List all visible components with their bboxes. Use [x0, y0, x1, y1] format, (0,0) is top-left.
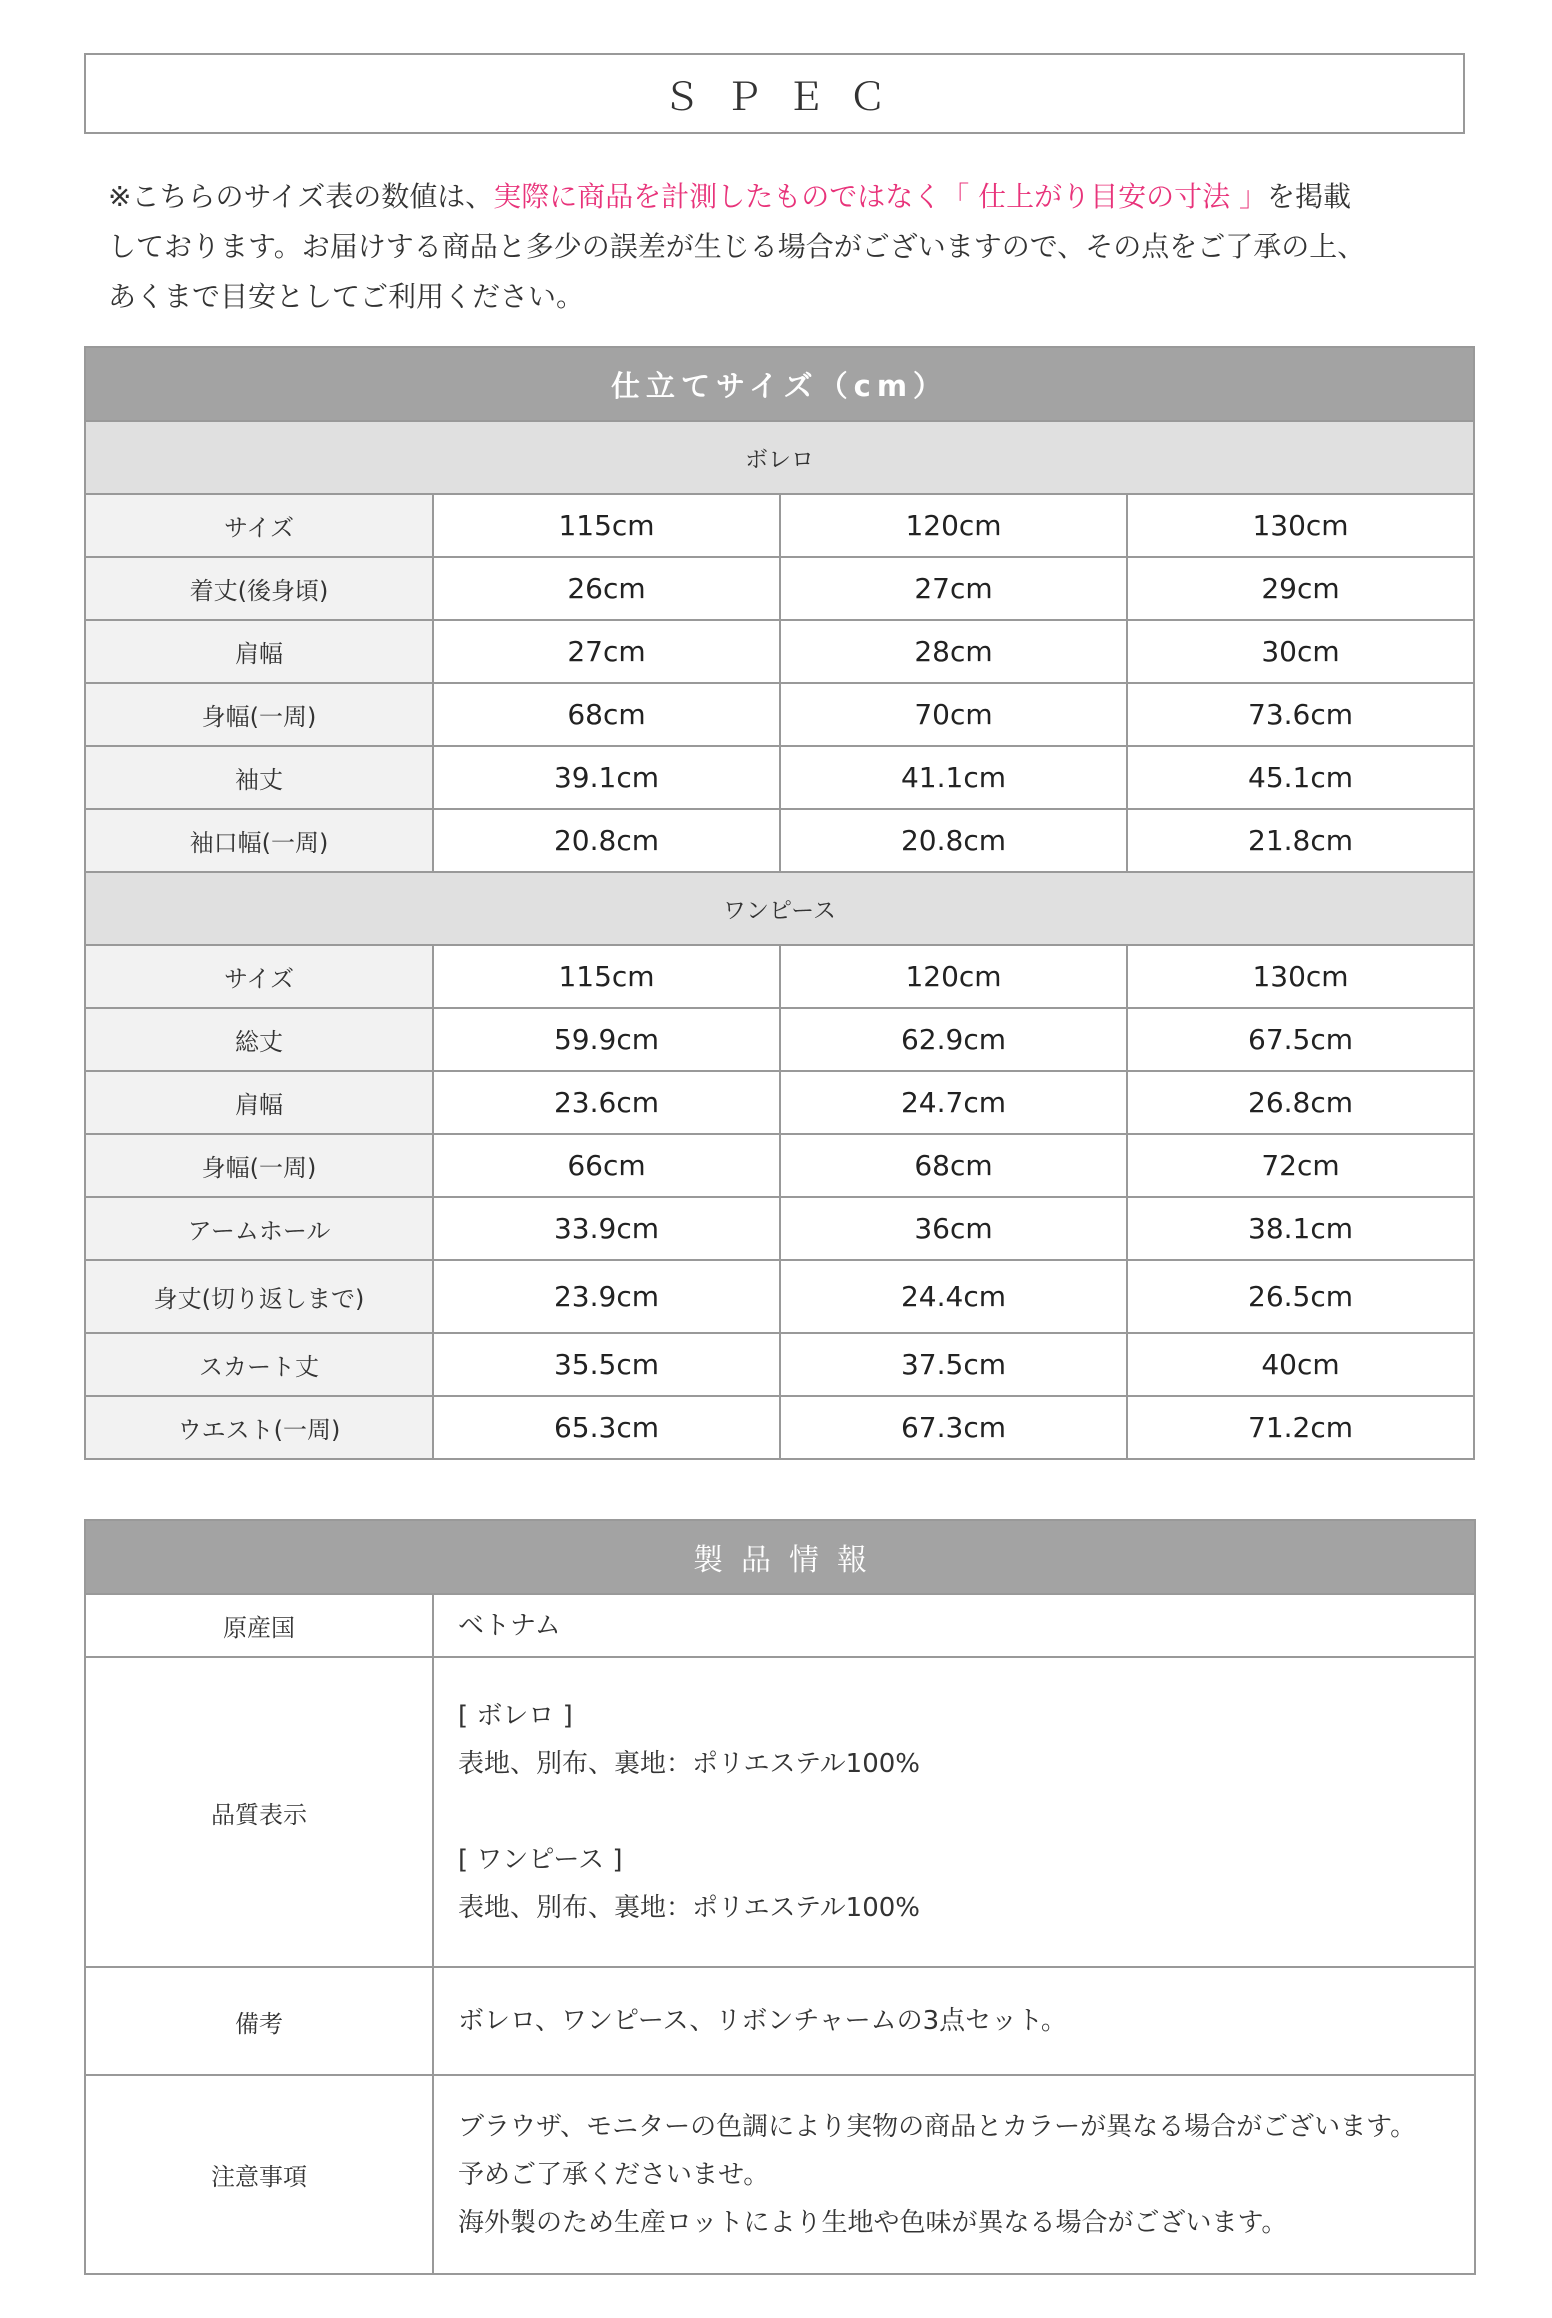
row-label: スカート丈 [85, 1333, 433, 1396]
value-cell: 33.9cm [433, 1197, 780, 1260]
info-value: ベトナム [433, 1594, 1475, 1657]
value-cell: 26.8cm [1127, 1071, 1474, 1134]
row-label: 身丈(切り返しまで) [85, 1260, 433, 1333]
info-row-caution [85, 2075, 1475, 2274]
info-label: 備考 [85, 1967, 433, 2075]
value-cell: 21.8cm [1127, 809, 1474, 872]
quality-onepiece-heading: [ ワンピース ] [458, 1845, 623, 1875]
table-row [85, 557, 1474, 620]
value-cell: 70cm [780, 683, 1127, 746]
value-cell: 23.6cm [433, 1071, 780, 1134]
value-cell: 68cm [780, 1134, 1127, 1197]
table-row [85, 1134, 1474, 1197]
table-row [85, 683, 1474, 746]
size-cell: 120cm [780, 494, 1127, 557]
size-table-title-row [85, 347, 1474, 421]
quality-onepiece-text: 表地、別布、裏地：ポリエステル100% [458, 1893, 920, 1923]
size-header-row [85, 494, 1474, 557]
spec-title: ＳＰＥＣ [84, 53, 1465, 134]
quality-bolero-heading: [ ボレロ ] [458, 1701, 573, 1731]
size-cell: 130cm [1127, 494, 1474, 557]
value-cell: 40cm [1127, 1333, 1474, 1396]
info-value: ボレロ、ワンピース、リボンチャームの3点セット。 [433, 1967, 1475, 2075]
product-info-title-row [85, 1520, 1475, 1594]
value-cell: 20.8cm [780, 809, 1127, 872]
row-label: 総丈 [85, 1008, 433, 1071]
value-cell: 27cm [433, 620, 780, 683]
section-name: ワンピース [85, 872, 1474, 945]
value-cell: 29cm [1127, 557, 1474, 620]
value-cell: 67.3cm [780, 1396, 1127, 1459]
notice-highlight: 実際に商品を計測したものではなく「 仕上がり目安の寸法 」 [493, 180, 1268, 213]
value-cell: 20.8cm [433, 809, 780, 872]
size-cell: 120cm [780, 945, 1127, 1008]
value-cell: 35.5cm [433, 1333, 780, 1396]
row-label: 肩幅 [85, 620, 433, 683]
table-row [85, 1396, 1474, 1459]
value-cell: 27cm [780, 557, 1127, 620]
value-cell: 26.5cm [1127, 1260, 1474, 1333]
product-info-title: 製品情報 [85, 1520, 1475, 1594]
caution-line: 海外製のため生産ロットにより生地や色味が異なる場合がございます。 [458, 2207, 1288, 2238]
size-notice [108, 172, 1448, 322]
size-header-row [85, 945, 1474, 1008]
value-cell: 41.1cm [780, 746, 1127, 809]
caution-line: ブラウザ、モニターの色調により実物の商品とカラーが異なる場合がございます。 [458, 2111, 1417, 2142]
product-info-table [84, 1519, 1476, 2275]
section-row-bolero [85, 421, 1474, 494]
notice-text-2: を掲載 [1267, 180, 1352, 213]
value-cell: 28cm [780, 620, 1127, 683]
value-cell: 38.1cm [1127, 1197, 1474, 1260]
value-cell: 71.2cm [1127, 1396, 1474, 1459]
table-row [85, 1008, 1474, 1071]
info-value [433, 1657, 1475, 1967]
table-row [85, 1071, 1474, 1134]
spacer [458, 1788, 1474, 1836]
size-table [84, 346, 1475, 1460]
quality-bolero-text: 表地、別布、裏地：ポリエステル100% [458, 1749, 920, 1779]
info-value [433, 2075, 1475, 2274]
notice-line-2: しております。お届けする商品と多少の誤差が生じる場合がございますので、その点をご了承の上、 [108, 230, 1366, 263]
caution-line: 予めご了承くださいませ。 [458, 2159, 770, 2190]
info-label: 品質表示 [85, 1657, 433, 1967]
value-cell: 26cm [433, 557, 780, 620]
value-cell: 23.9cm [433, 1260, 780, 1333]
value-cell: 59.9cm [433, 1008, 780, 1071]
table-row [85, 620, 1474, 683]
size-cell: 115cm [433, 494, 780, 557]
size-table-title: 仕立てサイズ（cm） [85, 347, 1474, 421]
value-cell: 45.1cm [1127, 746, 1474, 809]
info-row-remarks [85, 1967, 1475, 2075]
value-cell: 36cm [780, 1197, 1127, 1260]
info-label: 注意事項 [85, 2075, 433, 2274]
notice-line-3: あくまで目安としてご利用ください。 [108, 280, 585, 313]
info-row-origin [85, 1594, 1475, 1657]
section-name: ボレロ [85, 421, 1474, 494]
row-label: 着丈(後身頃) [85, 557, 433, 620]
value-cell: 37.5cm [780, 1333, 1127, 1396]
value-cell: 24.7cm [780, 1071, 1127, 1134]
value-cell: 30cm [1127, 620, 1474, 683]
section-row-onepiece [85, 872, 1474, 945]
info-label: 原産国 [85, 1594, 433, 1657]
row-label: ウエスト(一周) [85, 1396, 433, 1459]
value-cell: 73.6cm [1127, 683, 1474, 746]
value-cell: 72cm [1127, 1134, 1474, 1197]
value-cell: 39.1cm [433, 746, 780, 809]
row-label: サイズ [85, 945, 433, 1008]
table-row [85, 746, 1474, 809]
value-cell: 68cm [433, 683, 780, 746]
row-label: 肩幅 [85, 1071, 433, 1134]
notice-text-1: ※こちらのサイズ表の数値は、 [108, 180, 494, 213]
size-cell: 115cm [433, 945, 780, 1008]
row-label: 身幅(一周) [85, 1134, 433, 1197]
table-row [85, 1333, 1474, 1396]
table-row [85, 1197, 1474, 1260]
value-cell: 66cm [433, 1134, 780, 1197]
info-row-quality [85, 1657, 1475, 1967]
value-cell: 65.3cm [433, 1396, 780, 1459]
table-row [85, 809, 1474, 872]
value-cell: 62.9cm [780, 1008, 1127, 1071]
row-label: 袖丈 [85, 746, 433, 809]
row-label: サイズ [85, 494, 433, 557]
table-row [85, 1260, 1474, 1333]
size-cell: 130cm [1127, 945, 1474, 1008]
row-label: アームホール [85, 1197, 433, 1260]
value-cell: 67.5cm [1127, 1008, 1474, 1071]
value-cell: 24.4cm [780, 1260, 1127, 1333]
row-label: 袖口幅(一周) [85, 809, 433, 872]
row-label: 身幅(一周) [85, 683, 433, 746]
